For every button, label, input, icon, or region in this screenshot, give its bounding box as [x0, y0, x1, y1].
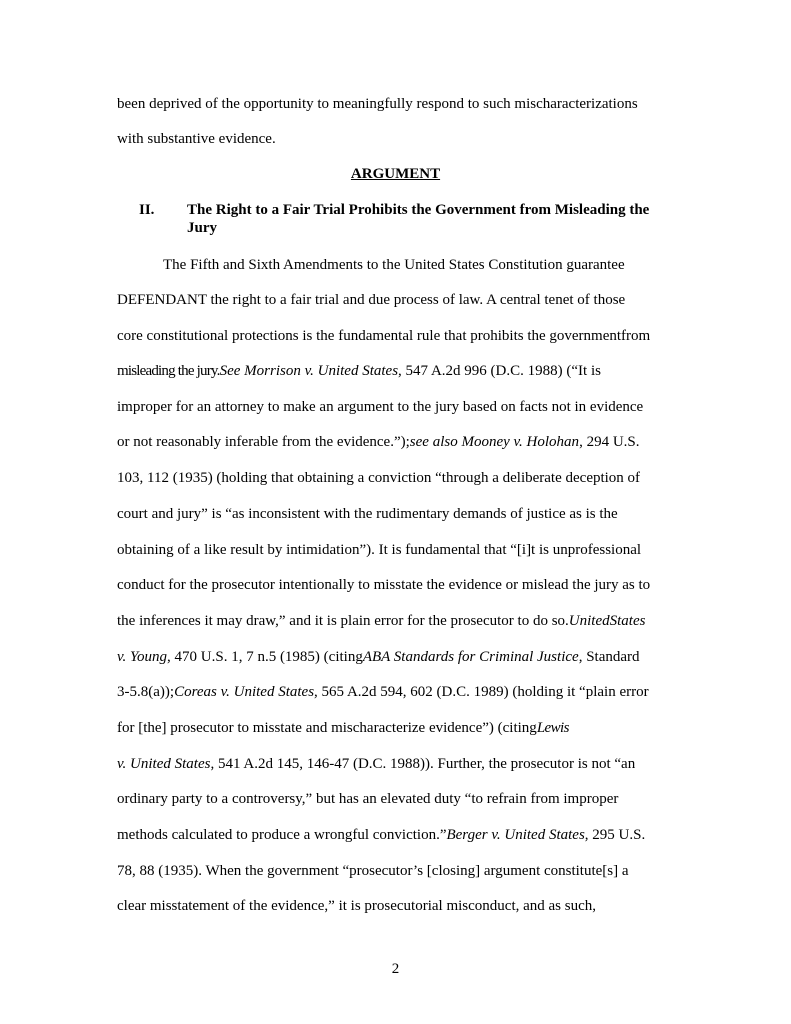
text-run: 3-5.8(a)); [117, 684, 175, 700]
body-line-13 [117, 683, 677, 701]
body-line-6 [117, 433, 677, 451]
text-run: , Standard [578, 649, 640, 665]
section-title [187, 201, 677, 237]
body-line-17 [117, 826, 677, 844]
section-title-line-1: The Right to a Fair Trial Prohibits the Government from Misleading the [187, 202, 650, 218]
case-citation: see also Mooney v. Holohan [409, 434, 580, 450]
intro-line-2: with substantive evidence. [117, 131, 276, 147]
body-line-2: DEFENDANT the right to a fair trial and due process of law. A central tenet of those [117, 292, 626, 308]
body-line-15 [117, 755, 677, 773]
body-line-5: improper for an attorney to make an argument to the jury based on facts not in evidence [117, 399, 644, 415]
body-line-3: core constitutional protections is the fundamental rule that prohibits the governmentfrom [117, 328, 651, 344]
text-run: , 541 A.2d 145, 146-47 (D.C. 1988)). Further, the prosecutor is not “an [210, 756, 636, 772]
text-run: , 547 A.2d 996 (D.C. 1988) (“It is [398, 363, 601, 379]
text-run: , 470 U.S. 1, 7 n.5 (1985) (citing [167, 649, 363, 665]
source-title: ABA Standards for Criminal Justice [362, 649, 579, 665]
text-run: , 295 U.S. [584, 827, 646, 843]
body-line-7: 103, 112 (1935) (holding that obtaining a conviction “through a deliberate deception of [117, 470, 641, 486]
body-line-11 [117, 612, 677, 630]
text-run: for [the] prosecutor to misstate and mischaracterize evidence”) (citing [117, 720, 537, 736]
text-run: , 294 U.S. [579, 434, 640, 450]
section-title-line-2: Jury [187, 220, 217, 236]
body-line-8: court and jury” is “as inconsistent with the rudimentary demands of justice as is the [117, 506, 618, 522]
page-number: 2 [391, 961, 400, 977]
body-line-16: ordinary party to a controversy,” but has an elevated duty “to refrain from improper [117, 791, 619, 807]
argument-heading: ARGUMENT [350, 166, 441, 182]
case-citation: Berger v. United States [446, 827, 585, 843]
case-citation: Coreas v. United States [174, 684, 315, 700]
case-citation: UnitedStates [568, 613, 646, 629]
body-line-18: 78, 88 (1935). When the government “prosecutor’s [closing] argument constitute[s] a [117, 863, 629, 879]
body-line-10: conduct for the prosecutor intentionally to misstate the evidence or mislead the jury as to [117, 577, 651, 593]
text-run: the inferences it may draw,” and it is plain error for the prosecutor to do so. [117, 613, 569, 629]
case-citation: v. Young [117, 649, 168, 665]
body-line-12 [117, 648, 677, 666]
text-run: methods calculated to produce a wrongful conviction.” [117, 827, 447, 843]
intro-line-1: been deprived of the opportunity to meaningfully respond to such mischaracterizations [117, 96, 638, 112]
body-line-4 [117, 362, 677, 380]
case-citation: v. United States [117, 756, 211, 772]
text-run: or not reasonably inferable from the evidence.”); [117, 434, 410, 450]
case-citation: Lewis [536, 720, 569, 736]
body-line-1: The Fifth and Sixth Amendments to the United States Constitution guarantee [163, 257, 625, 273]
text-run: , 565 A.2d 594, 602 (D.C. 1989) (holding it “plain error [314, 684, 649, 700]
section-number: II. [139, 202, 155, 218]
body-line-14 [117, 719, 677, 737]
body-line-19: clear misstatement of the evidence,” it is prosecutorial misconduct, and as such, [117, 898, 597, 914]
text-run: misleading the jury. [117, 363, 220, 379]
case-citation: See Morrison v. United States [219, 363, 399, 379]
body-line-9: obtaining of a like result by intimidation”). It is fundamental that “[i]t is unprofessional [117, 542, 642, 558]
